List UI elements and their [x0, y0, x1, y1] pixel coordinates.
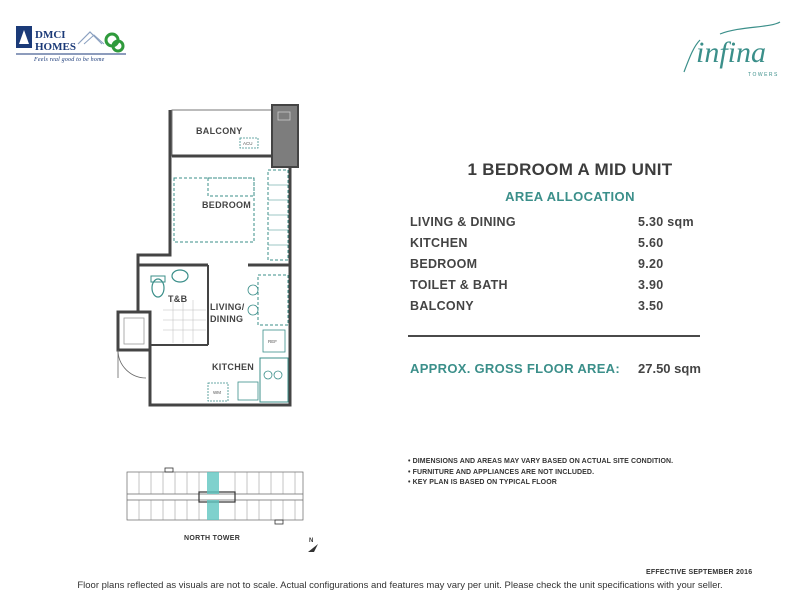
area-label: KITCHEN [410, 236, 468, 250]
note-item: • DIMENSIONS AND AREAS MAY VARY BASED ON ACTUAL SITE CONDITION. [408, 458, 674, 465]
area-row-balcony [410, 299, 700, 320]
svg-text:HOMES: HOMES [35, 41, 76, 53]
area-label: BALCONY [410, 299, 474, 313]
disclaimer-text: Floor plans reflected as visuals are not to scale. Actual configurations and features may vary per unit. Please check the unit specifications with your seller. [77, 580, 723, 591]
note-item: • KEY PLAN IS BASED ON TYPICAL FLOOR [408, 479, 557, 486]
area-value: 3.90 [638, 278, 664, 292]
unit-floor-plan [108, 100, 308, 415]
area-value: 9.20 [638, 257, 664, 271]
effective-date: EFFECTIVE SEPTEMBER 2016 [646, 569, 753, 576]
area-allocation-table [410, 215, 700, 320]
note-item: • FURNITURE AND APPLIANCES ARE NOT INCLUDED. [408, 468, 595, 476]
fixture-label-acu: ACU [243, 141, 253, 146]
area-value: 5.30 sqm [638, 215, 694, 229]
area-row-living-dining [410, 215, 700, 236]
area-divider [408, 335, 700, 337]
north-label: N [309, 538, 314, 544]
fixture-label-ref: REF [268, 339, 277, 344]
room-label-living-line1: LIVING/ [210, 302, 245, 312]
gross-floor-area-label: APPROX. GROSS FLOOR AREA: [410, 361, 620, 376]
dmci-tagline: Feels real good to be home [34, 57, 105, 63]
room-label-kitchen: KITCHEN [212, 362, 255, 372]
key-plan [125, 466, 305, 526]
svg-text:TOWERS: TOWERS [748, 72, 779, 78]
infina-towers-logo [680, 16, 790, 86]
area-value: 3.50 [638, 299, 664, 313]
area-label: TOILET & BATH [410, 278, 508, 292]
unit-title: 1 BEDROOM A MID UNIT [467, 160, 673, 179]
area-row-bedroom [410, 257, 700, 278]
fixture-label-wm: WM [213, 390, 221, 395]
area-allocation-heading: AREA ALLOCATION [505, 189, 635, 204]
area-label: LIVING & DINING [410, 215, 516, 229]
svg-text:DMCI: DMCI [35, 29, 66, 41]
area-row-kitchen [410, 236, 700, 257]
room-label-bedroom: BEDROOM [202, 200, 252, 210]
room-label-balcony: BALCONY [196, 126, 243, 136]
area-row-toilet-bath [410, 278, 700, 299]
room-label-living-line2: DINING [210, 314, 244, 324]
room-label-tb: T&B [168, 294, 188, 304]
notes-list [408, 457, 738, 489]
key-plan-label: NORTH TOWER [184, 535, 241, 542]
gross-floor-area-value: 27.50 sqm [638, 361, 701, 376]
area-value: 5.60 [638, 236, 664, 250]
svg-text:infina: infina [696, 36, 767, 69]
area-label: BEDROOM [410, 257, 478, 271]
